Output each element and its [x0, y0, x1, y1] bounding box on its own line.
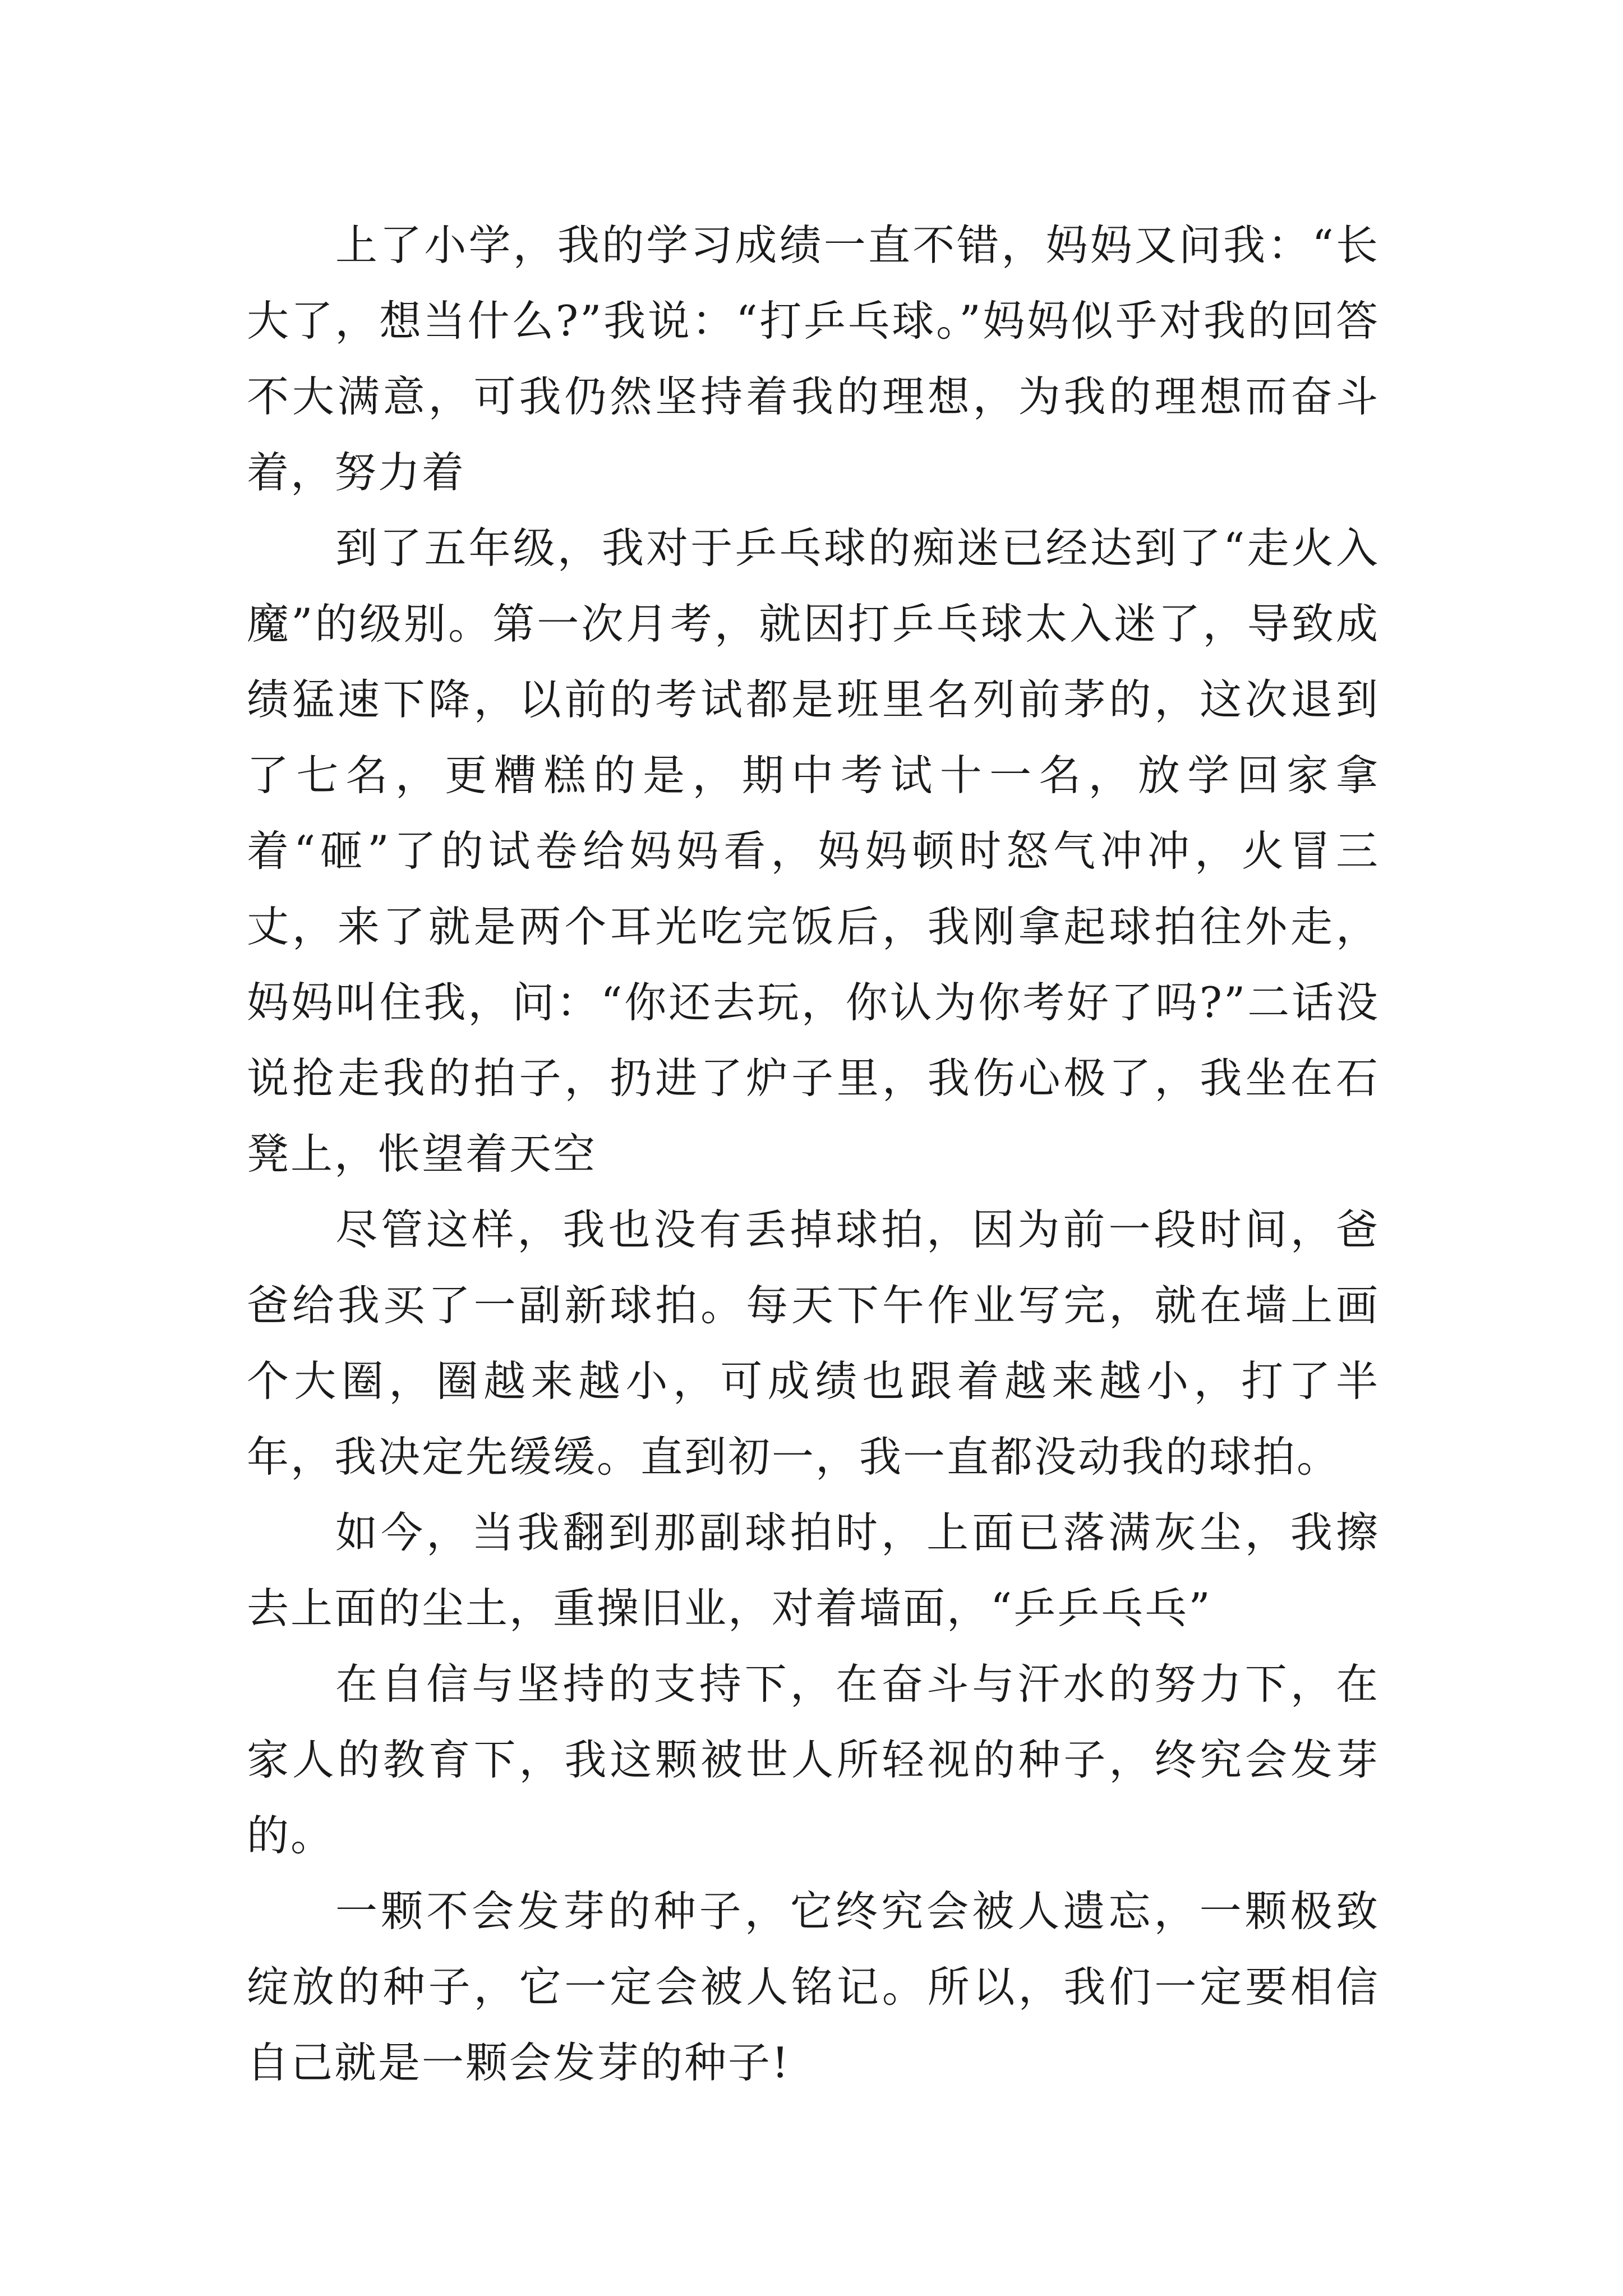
paragraph-5: 在自信与坚持的支持下，在奋斗与汗水的努力下，在家人的教育下，我这颗被世人所轻视的种子，终究会发芽的。 [247, 1659, 1380, 1860]
paragraph-3: 尽管这样，我也没有丢掉球拍，因为前一段时间，爸爸给我买了一副新球拍。每天下午作业写完，就在墙上画个大圈，圈越来越小，可成绩也跟着越来越小，打了半年，我决定先缓缓。直到初一，我一直都没动我的球拍。 [247, 1205, 1380, 1481]
paragraph-4: 如今，当我翻到那副球拍时，上面已落满灰尘，我擦去上面的尘土，重操旧业，对着墙面，“乒乒乓乓” [247, 1508, 1380, 1633]
document-body [247, 208, 1380, 2101]
paragraph-6: 一颗不会发芽的种子，它终究会被人遗忘，一颗极致绽放的种子，它一定会被人铭记。所以，我们一定要相信自己就是一颗会发芽的种子! [247, 1887, 1380, 2087]
paragraph-1: 上了小学，我的学习成绩一直不错，妈妈又问我：“长大了，想当什么?”我说：“打乒乓球。”妈妈似乎对我的回答不大满意，可我仍然坚持着我的理想，为我的理想而奋斗着，努力着 [247, 220, 1380, 497]
paragraph-2: 到了五年级，我对于乒乓球的痴迷已经达到了“走火入魔”的级别。第一次月考，就因打乒乓球太入迷了，导致成绩猛速下降，以前的考试都是班里名列前茅的，这次退到了七名，更糟糕的是，期中考试十一名，放学回家拿着“砸”了的试卷给妈妈看，妈妈顿时怒气冲冲，火冒三丈，来了就是两个耳光吃完饭后，我刚拿起球拍往外走，妈妈叫住我，问：“你还去玩，你认为你考好了吗?”二话没说抢走我的拍子，扔进了炉子里，我伤心极了，我坐在石凳上，怅望着天空 [247, 523, 1380, 1179]
